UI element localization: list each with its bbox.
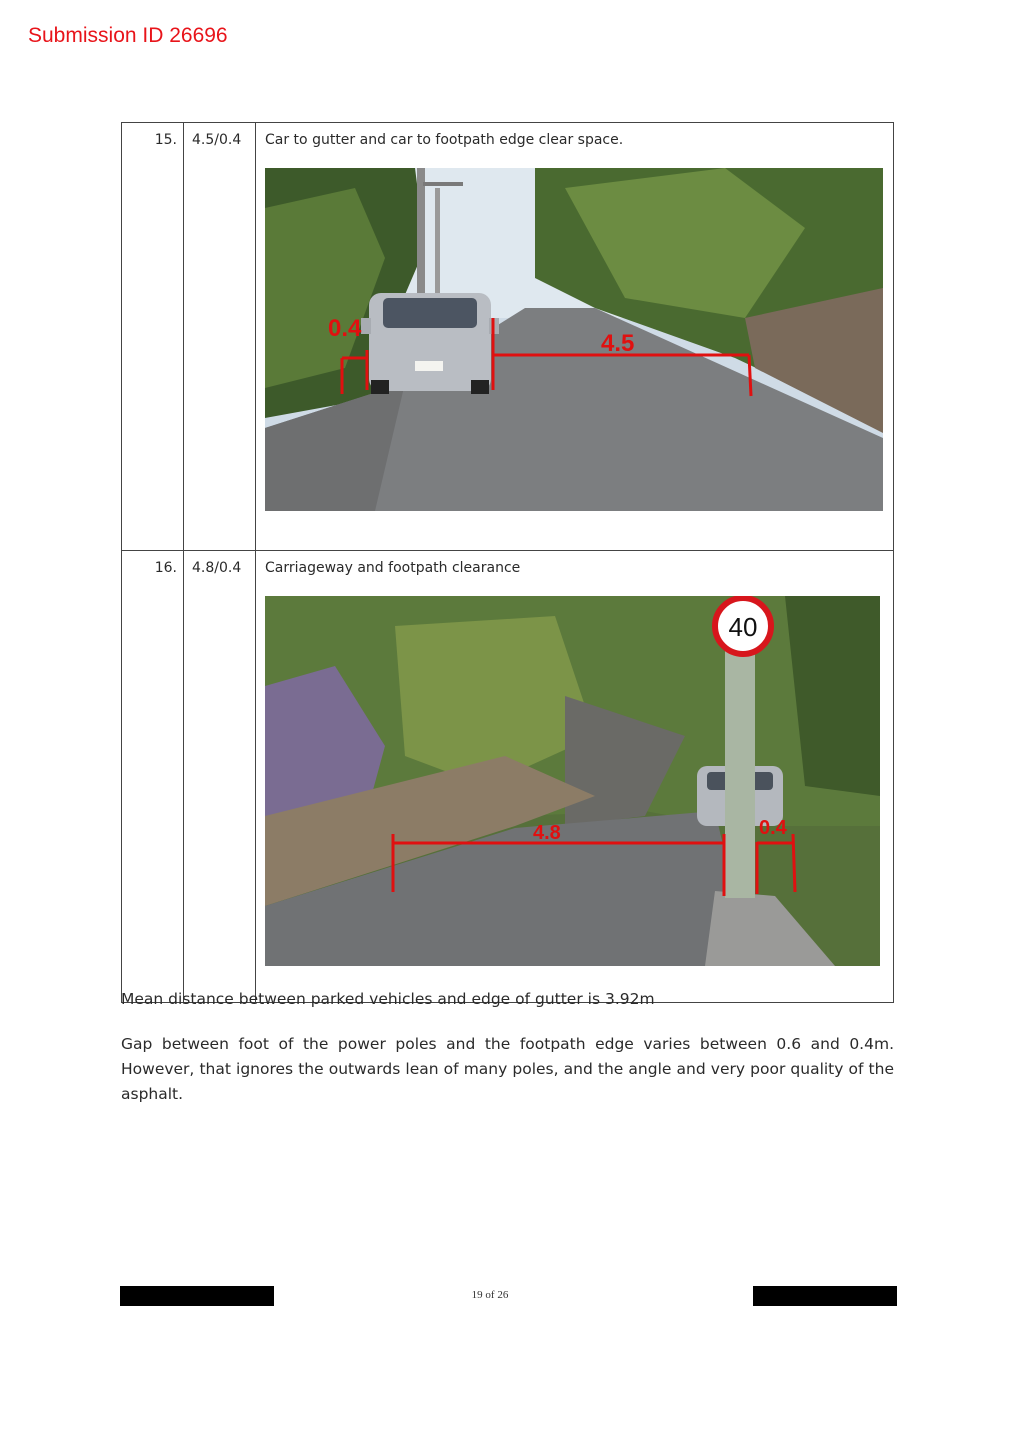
measurement-table bbox=[121, 122, 894, 1003]
photo-label-footpath: 0.4 bbox=[759, 817, 787, 839]
row-number: 15. bbox=[122, 123, 184, 551]
photo-label-gutter: 0.4 bbox=[328, 315, 362, 342]
pole-gap-paragraph: Gap between foot of the power poles and the footpath edge varies between 0.6 and 0.4m. However, that ignores the outwards lean of many poles, and the angle and very poor quality of the asphalt. bbox=[121, 1035, 894, 1103]
row-description-cell bbox=[256, 551, 894, 1003]
redaction-right bbox=[753, 1286, 897, 1306]
street-photo-car bbox=[265, 168, 883, 511]
photo-label-road: 4.5 bbox=[601, 330, 635, 357]
page-number: 19 of 26 bbox=[471, 1289, 509, 1301]
row-description-cell bbox=[256, 123, 894, 551]
redaction-left bbox=[120, 1286, 274, 1306]
street-photo-pole bbox=[265, 596, 880, 966]
row-number: 16. bbox=[122, 551, 184, 1003]
table-row bbox=[122, 123, 894, 551]
photo-label-carriageway: 4.8 bbox=[533, 822, 561, 844]
table-row bbox=[122, 551, 894, 1003]
row-description: Car to gutter and car to footpath edge clear space. bbox=[265, 132, 624, 148]
speed-limit-sign: 40 bbox=[728, 612, 758, 642]
row-measurement: 4.5/0.4 bbox=[184, 123, 256, 551]
row-measurement: 4.8/0.4 bbox=[184, 551, 256, 1003]
row-description: Carriageway and footpath clearance bbox=[265, 560, 521, 576]
submission-id: Submission ID 26696 bbox=[28, 24, 228, 47]
mean-distance-text: Mean distance between parked vehicles and edge of gutter is 3.92m bbox=[121, 990, 655, 1008]
